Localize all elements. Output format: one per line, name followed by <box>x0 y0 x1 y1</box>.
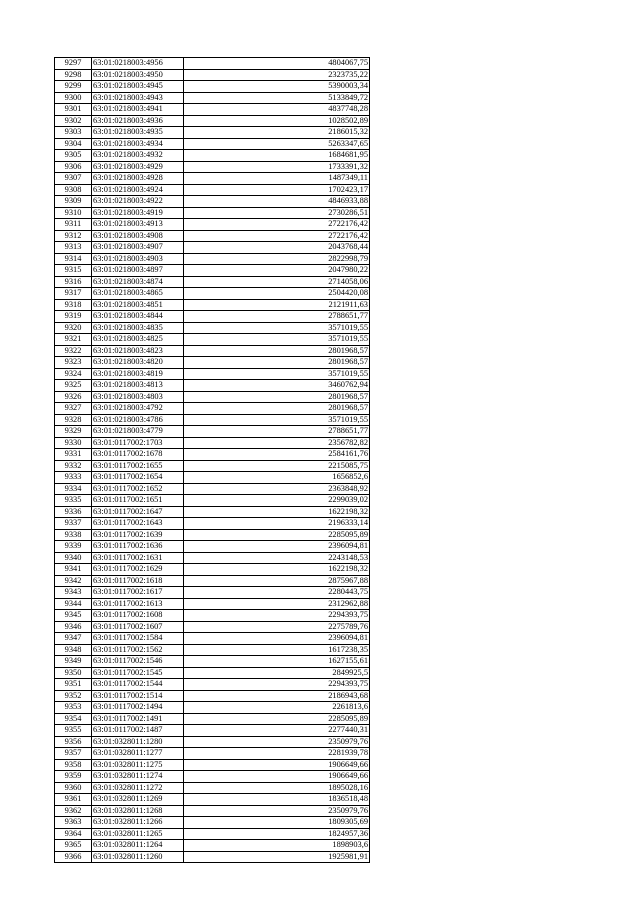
row-number-cell: 9318 <box>55 299 92 311</box>
row-number-cell: 9342 <box>55 575 92 587</box>
table-row <box>55 598 370 610</box>
row-number-cell: 9325 <box>55 380 92 392</box>
cadastral-number-cell: 63:01:0218003:4919 <box>92 207 184 219</box>
value-cell: 4846933,88 <box>184 196 370 208</box>
value-cell: 1622198,32 <box>184 564 370 576</box>
row-number-cell: 9305 <box>55 150 92 162</box>
value-cell: 2285095,89 <box>184 713 370 725</box>
row-number-cell: 9317 <box>55 288 92 300</box>
table-row <box>55 782 370 794</box>
value-cell: 2801968,57 <box>184 391 370 403</box>
table-row <box>55 460 370 472</box>
table-row <box>55 794 370 806</box>
row-number-cell: 9336 <box>55 506 92 518</box>
row-number-cell: 9309 <box>55 196 92 208</box>
value-cell: 2822998,79 <box>184 253 370 265</box>
cadastral-number-cell: 63:01:0218003:4935 <box>92 127 184 139</box>
cadastral-number-cell: 63:01:0117002:1651 <box>92 495 184 507</box>
table-row <box>55 138 370 150</box>
cadastral-number-cell: 63:01:0328011:1260 <box>92 851 184 863</box>
table-row <box>55 276 370 288</box>
table-row <box>55 667 370 679</box>
row-number-cell: 9357 <box>55 748 92 760</box>
table-row <box>55 104 370 116</box>
table-row <box>55 552 370 564</box>
row-number-cell: 9366 <box>55 851 92 863</box>
value-cell: 2801968,57 <box>184 357 370 369</box>
table-row <box>55 518 370 530</box>
row-number-cell: 9311 <box>55 219 92 231</box>
table-row <box>55 345 370 357</box>
value-cell: 2584161,76 <box>184 449 370 461</box>
table-row <box>55 759 370 771</box>
cadastral-number-cell: 63:01:0218003:4835 <box>92 322 184 334</box>
cadastral-number-cell: 63:01:0218003:4928 <box>92 173 184 185</box>
table-row <box>55 851 370 863</box>
table-row <box>55 506 370 518</box>
value-cell: 2277440,31 <box>184 725 370 737</box>
cadastral-number-cell: 63:01:0117002:1494 <box>92 702 184 714</box>
row-number-cell: 9303 <box>55 127 92 139</box>
table-row <box>55 299 370 311</box>
value-cell: 2350979,76 <box>184 805 370 817</box>
value-cell: 2285095,89 <box>184 529 370 541</box>
table-row <box>55 380 370 392</box>
table-row <box>55 288 370 300</box>
row-number-cell: 9312 <box>55 230 92 242</box>
cadastral-number-cell: 63:01:0117002:1545 <box>92 667 184 679</box>
row-number-cell: 9298 <box>55 69 92 81</box>
table-row <box>55 69 370 81</box>
cadastral-number-cell: 63:01:0117002:1544 <box>92 679 184 691</box>
table-row <box>55 610 370 622</box>
cadastral-number-cell: 63:01:0218003:4932 <box>92 150 184 162</box>
row-number-cell: 9327 <box>55 403 92 415</box>
table-row <box>55 242 370 254</box>
cadastral-number-cell: 63:01:0218003:4903 <box>92 253 184 265</box>
value-cell: 4804067,75 <box>184 58 370 70</box>
row-number-cell: 9322 <box>55 345 92 357</box>
row-number-cell: 9341 <box>55 564 92 576</box>
cadastral-number-cell: 63:01:0218003:4874 <box>92 276 184 288</box>
table-row <box>55 426 370 438</box>
table-row <box>55 391 370 403</box>
table-row <box>55 495 370 507</box>
value-cell: 2243148,53 <box>184 552 370 564</box>
value-cell: 1836518,48 <box>184 794 370 806</box>
value-cell: 3571019,55 <box>184 368 370 380</box>
table-row <box>55 736 370 748</box>
table-row <box>55 656 370 668</box>
cadastral-number-cell: 63:01:0117002:1654 <box>92 472 184 484</box>
value-cell: 2801968,57 <box>184 345 370 357</box>
value-cell: 1617238,35 <box>184 644 370 656</box>
cadastral-number-cell: 63:01:0218003:4779 <box>92 426 184 438</box>
value-cell: 2186943,68 <box>184 690 370 702</box>
row-number-cell: 9315 <box>55 265 92 277</box>
table-row <box>55 575 370 587</box>
row-number-cell: 9355 <box>55 725 92 737</box>
row-number-cell: 9365 <box>55 840 92 852</box>
cadastral-number-cell: 63:01:0218003:4936 <box>92 115 184 127</box>
cadastral-number-cell: 63:01:0218003:4945 <box>92 81 184 93</box>
value-cell: 2294393,75 <box>184 610 370 622</box>
table-row <box>55 748 370 760</box>
value-cell: 2350979,76 <box>184 736 370 748</box>
cadastral-number-cell: 63:01:0218003:4823 <box>92 345 184 357</box>
table-row <box>55 219 370 231</box>
value-cell: 2299039,02 <box>184 495 370 507</box>
table-row <box>55 644 370 656</box>
table-row <box>55 81 370 93</box>
value-cell: 2196333,14 <box>184 518 370 530</box>
value-cell: 1906649,66 <box>184 759 370 771</box>
table-row <box>55 840 370 852</box>
row-number-cell: 9299 <box>55 81 92 93</box>
row-number-cell: 9329 <box>55 426 92 438</box>
cadastral-number-cell: 63:01:0328011:1274 <box>92 771 184 783</box>
value-cell: 1487349,11 <box>184 173 370 185</box>
value-cell: 2281939,78 <box>184 748 370 760</box>
value-cell: 1702423,17 <box>184 184 370 196</box>
value-cell: 1028502,89 <box>184 115 370 127</box>
cadastral-number-cell: 63:01:0218003:4922 <box>92 196 184 208</box>
cadastral-number-cell: 63:01:0117002:1613 <box>92 598 184 610</box>
row-number-cell: 9319 <box>55 311 92 323</box>
value-cell: 3571019,55 <box>184 414 370 426</box>
row-number-cell: 9330 <box>55 437 92 449</box>
row-number-cell: 9334 <box>55 483 92 495</box>
table-row <box>55 817 370 829</box>
table-body <box>55 58 370 863</box>
table-row <box>55 564 370 576</box>
table-row <box>55 127 370 139</box>
value-cell: 1656852,6 <box>184 472 370 484</box>
value-cell: 2849925,5 <box>184 667 370 679</box>
table-row <box>55 414 370 426</box>
table-row <box>55 161 370 173</box>
cadastral-number-cell: 63:01:0117002:1639 <box>92 529 184 541</box>
row-number-cell: 9320 <box>55 322 92 334</box>
value-cell: 2294393,75 <box>184 679 370 691</box>
cadastral-number-cell: 63:01:0117002:1608 <box>92 610 184 622</box>
row-number-cell: 9302 <box>55 115 92 127</box>
cadastral-number-cell: 63:01:0328011:1265 <box>92 828 184 840</box>
row-number-cell: 9332 <box>55 460 92 472</box>
value-cell: 2215085,75 <box>184 460 370 472</box>
data-table <box>54 57 370 863</box>
value-cell: 5263347,65 <box>184 138 370 150</box>
cadastral-number-cell: 63:01:0218003:4825 <box>92 334 184 346</box>
value-cell: 2714058,06 <box>184 276 370 288</box>
row-number-cell: 9353 <box>55 702 92 714</box>
cadastral-number-cell: 63:01:0117002:1703 <box>92 437 184 449</box>
value-cell: 2788651,77 <box>184 311 370 323</box>
table-row <box>55 58 370 70</box>
cadastral-number-cell: 63:01:0218003:4803 <box>92 391 184 403</box>
cadastral-number-cell: 63:01:0117002:1678 <box>92 449 184 461</box>
row-number-cell: 9301 <box>55 104 92 116</box>
table-row <box>55 311 370 323</box>
cadastral-number-cell: 63:01:0117002:1631 <box>92 552 184 564</box>
table-row <box>55 690 370 702</box>
value-cell: 1824957,36 <box>184 828 370 840</box>
table-row <box>55 483 370 495</box>
value-cell: 2261813,6 <box>184 702 370 714</box>
cadastral-number-cell: 63:01:0218003:4897 <box>92 265 184 277</box>
value-cell: 5133849,72 <box>184 92 370 104</box>
table-row <box>55 541 370 553</box>
cadastral-number-cell: 63:01:0328011:1264 <box>92 840 184 852</box>
row-number-cell: 9328 <box>55 414 92 426</box>
cadastral-number-cell: 63:01:0328011:1277 <box>92 748 184 760</box>
cadastral-number-cell: 63:01:0218003:4786 <box>92 414 184 426</box>
cadastral-number-cell: 63:01:0117002:1647 <box>92 506 184 518</box>
row-number-cell: 9364 <box>55 828 92 840</box>
table-row <box>55 437 370 449</box>
cadastral-number-cell: 63:01:0218003:4924 <box>92 184 184 196</box>
row-number-cell: 9304 <box>55 138 92 150</box>
cadastral-number-cell: 63:01:0117002:1487 <box>92 725 184 737</box>
value-cell: 3460762,94 <box>184 380 370 392</box>
cadastral-number-cell: 63:01:0218003:4943 <box>92 92 184 104</box>
cadastral-number-cell: 63:01:0218003:4844 <box>92 311 184 323</box>
cadastral-number-cell: 63:01:0117002:1562 <box>92 644 184 656</box>
row-number-cell: 9346 <box>55 621 92 633</box>
table-row <box>55 196 370 208</box>
value-cell: 3571019,55 <box>184 334 370 346</box>
row-number-cell: 9359 <box>55 771 92 783</box>
row-number-cell: 9335 <box>55 495 92 507</box>
table-row <box>55 253 370 265</box>
row-number-cell: 9300 <box>55 92 92 104</box>
cadastral-number-cell: 63:01:0218003:4956 <box>92 58 184 70</box>
cadastral-number-cell: 63:01:0218003:4865 <box>92 288 184 300</box>
value-cell: 2504420,08 <box>184 288 370 300</box>
table-row <box>55 230 370 242</box>
row-number-cell: 9352 <box>55 690 92 702</box>
row-number-cell: 9358 <box>55 759 92 771</box>
table-row <box>55 633 370 645</box>
cadastral-number-cell: 63:01:0218003:4792 <box>92 403 184 415</box>
cadastral-number-cell: 63:01:0218003:4929 <box>92 161 184 173</box>
row-number-cell: 9323 <box>55 357 92 369</box>
row-number-cell: 9338 <box>55 529 92 541</box>
value-cell: 2186015,32 <box>184 127 370 139</box>
row-number-cell: 9340 <box>55 552 92 564</box>
value-cell: 2396094,81 <box>184 633 370 645</box>
table-row <box>55 357 370 369</box>
row-number-cell: 9313 <box>55 242 92 254</box>
value-cell: 2788651,77 <box>184 426 370 438</box>
value-cell: 2312962,88 <box>184 598 370 610</box>
value-cell: 2043768,44 <box>184 242 370 254</box>
cadastral-number-cell: 63:01:0218003:4908 <box>92 230 184 242</box>
cadastral-number-cell: 63:01:0117002:1607 <box>92 621 184 633</box>
row-number-cell: 9343 <box>55 587 92 599</box>
table-row <box>55 115 370 127</box>
value-cell: 1925981,91 <box>184 851 370 863</box>
row-number-cell: 9308 <box>55 184 92 196</box>
row-number-cell: 9326 <box>55 391 92 403</box>
table-row <box>55 702 370 714</box>
cadastral-number-cell: 63:01:0328011:1268 <box>92 805 184 817</box>
cadastral-number-cell: 63:01:0117002:1546 <box>92 656 184 668</box>
table-row <box>55 472 370 484</box>
table-row <box>55 368 370 380</box>
cadastral-number-cell: 63:01:0117002:1655 <box>92 460 184 472</box>
table-row <box>55 322 370 334</box>
cadastral-number-cell: 63:01:0117002:1617 <box>92 587 184 599</box>
table-row <box>55 449 370 461</box>
value-cell: 1733391,32 <box>184 161 370 173</box>
value-cell: 2047980,22 <box>184 265 370 277</box>
value-cell: 1906649,66 <box>184 771 370 783</box>
cadastral-number-cell: 63:01:0117002:1636 <box>92 541 184 553</box>
table-row <box>55 207 370 219</box>
row-number-cell: 9347 <box>55 633 92 645</box>
cadastral-number-cell: 63:01:0218003:4941 <box>92 104 184 116</box>
row-number-cell: 9362 <box>55 805 92 817</box>
row-number-cell: 9337 <box>55 518 92 530</box>
row-number-cell: 9354 <box>55 713 92 725</box>
value-cell: 2356782,82 <box>184 437 370 449</box>
cadastral-number-cell: 63:01:0117002:1629 <box>92 564 184 576</box>
cadastral-number-cell: 63:01:0218003:4813 <box>92 380 184 392</box>
value-cell: 4837748,28 <box>184 104 370 116</box>
cadastral-number-cell: 63:01:0218003:4819 <box>92 368 184 380</box>
row-number-cell: 9356 <box>55 736 92 748</box>
value-cell: 2730286,51 <box>184 207 370 219</box>
cadastral-number-cell: 63:01:0328011:1275 <box>92 759 184 771</box>
row-number-cell: 9297 <box>55 58 92 70</box>
value-cell: 2396094,81 <box>184 541 370 553</box>
row-number-cell: 9316 <box>55 276 92 288</box>
table-row <box>55 713 370 725</box>
cadastral-number-cell: 63:01:0117002:1514 <box>92 690 184 702</box>
row-number-cell: 9314 <box>55 253 92 265</box>
cadastral-number-cell: 63:01:0218003:4907 <box>92 242 184 254</box>
table-row <box>55 92 370 104</box>
cadastral-number-cell: 63:01:0117002:1618 <box>92 575 184 587</box>
row-number-cell: 9339 <box>55 541 92 553</box>
cadastral-number-cell: 63:01:0328011:1272 <box>92 782 184 794</box>
cadastral-number-cell: 63:01:0117002:1584 <box>92 633 184 645</box>
cadastral-number-cell: 63:01:0218003:4913 <box>92 219 184 231</box>
table-row <box>55 725 370 737</box>
table-row <box>55 265 370 277</box>
row-number-cell: 9350 <box>55 667 92 679</box>
table-row <box>55 679 370 691</box>
cadastral-number-cell: 63:01:0117002:1643 <box>92 518 184 530</box>
value-cell: 2875967,88 <box>184 575 370 587</box>
cadastral-number-cell: 63:01:0218003:4851 <box>92 299 184 311</box>
value-cell: 5390003,34 <box>184 81 370 93</box>
table-row <box>55 805 370 817</box>
table-row <box>55 771 370 783</box>
value-cell: 2275789,76 <box>184 621 370 633</box>
value-cell: 2801968,57 <box>184 403 370 415</box>
row-number-cell: 9321 <box>55 334 92 346</box>
table-row <box>55 150 370 162</box>
value-cell: 1627155,61 <box>184 656 370 668</box>
table-row <box>55 587 370 599</box>
cadastral-number-cell: 63:01:0328011:1266 <box>92 817 184 829</box>
value-cell: 1809305,69 <box>184 817 370 829</box>
row-number-cell: 9360 <box>55 782 92 794</box>
value-cell: 2363848,92 <box>184 483 370 495</box>
value-cell: 2121911,63 <box>184 299 370 311</box>
value-cell: 1622198,32 <box>184 506 370 518</box>
value-cell: 2280443,75 <box>184 587 370 599</box>
cadastral-number-cell: 63:01:0218003:4934 <box>92 138 184 150</box>
value-cell: 1895028,16 <box>184 782 370 794</box>
row-number-cell: 9348 <box>55 644 92 656</box>
value-cell: 1898903,6 <box>184 840 370 852</box>
value-cell: 2722176,42 <box>184 219 370 231</box>
cadastral-number-cell: 63:01:0218003:4950 <box>92 69 184 81</box>
row-number-cell: 9324 <box>55 368 92 380</box>
row-number-cell: 9349 <box>55 656 92 668</box>
table-row <box>55 334 370 346</box>
row-number-cell: 9361 <box>55 794 92 806</box>
row-number-cell: 9306 <box>55 161 92 173</box>
table-row <box>55 621 370 633</box>
row-number-cell: 9331 <box>55 449 92 461</box>
row-number-cell: 9345 <box>55 610 92 622</box>
cadastral-number-cell: 63:01:0328011:1280 <box>92 736 184 748</box>
row-number-cell: 9333 <box>55 472 92 484</box>
cadastral-number-cell: 63:01:0117002:1491 <box>92 713 184 725</box>
row-number-cell: 9351 <box>55 679 92 691</box>
cadastral-number-cell: 63:01:0328011:1269 <box>92 794 184 806</box>
row-number-cell: 9307 <box>55 173 92 185</box>
value-cell: 1684681,95 <box>184 150 370 162</box>
value-cell: 3571019,55 <box>184 322 370 334</box>
cadastral-number-cell: 63:01:0117002:1652 <box>92 483 184 495</box>
table-row <box>55 173 370 185</box>
row-number-cell: 9363 <box>55 817 92 829</box>
table-row <box>55 184 370 196</box>
table-row <box>55 403 370 415</box>
value-cell: 2722176,42 <box>184 230 370 242</box>
cadastral-number-cell: 63:01:0218003:4820 <box>92 357 184 369</box>
table-row <box>55 529 370 541</box>
value-cell: 2323735,22 <box>184 69 370 81</box>
table-row <box>55 828 370 840</box>
row-number-cell: 9310 <box>55 207 92 219</box>
row-number-cell: 9344 <box>55 598 92 610</box>
